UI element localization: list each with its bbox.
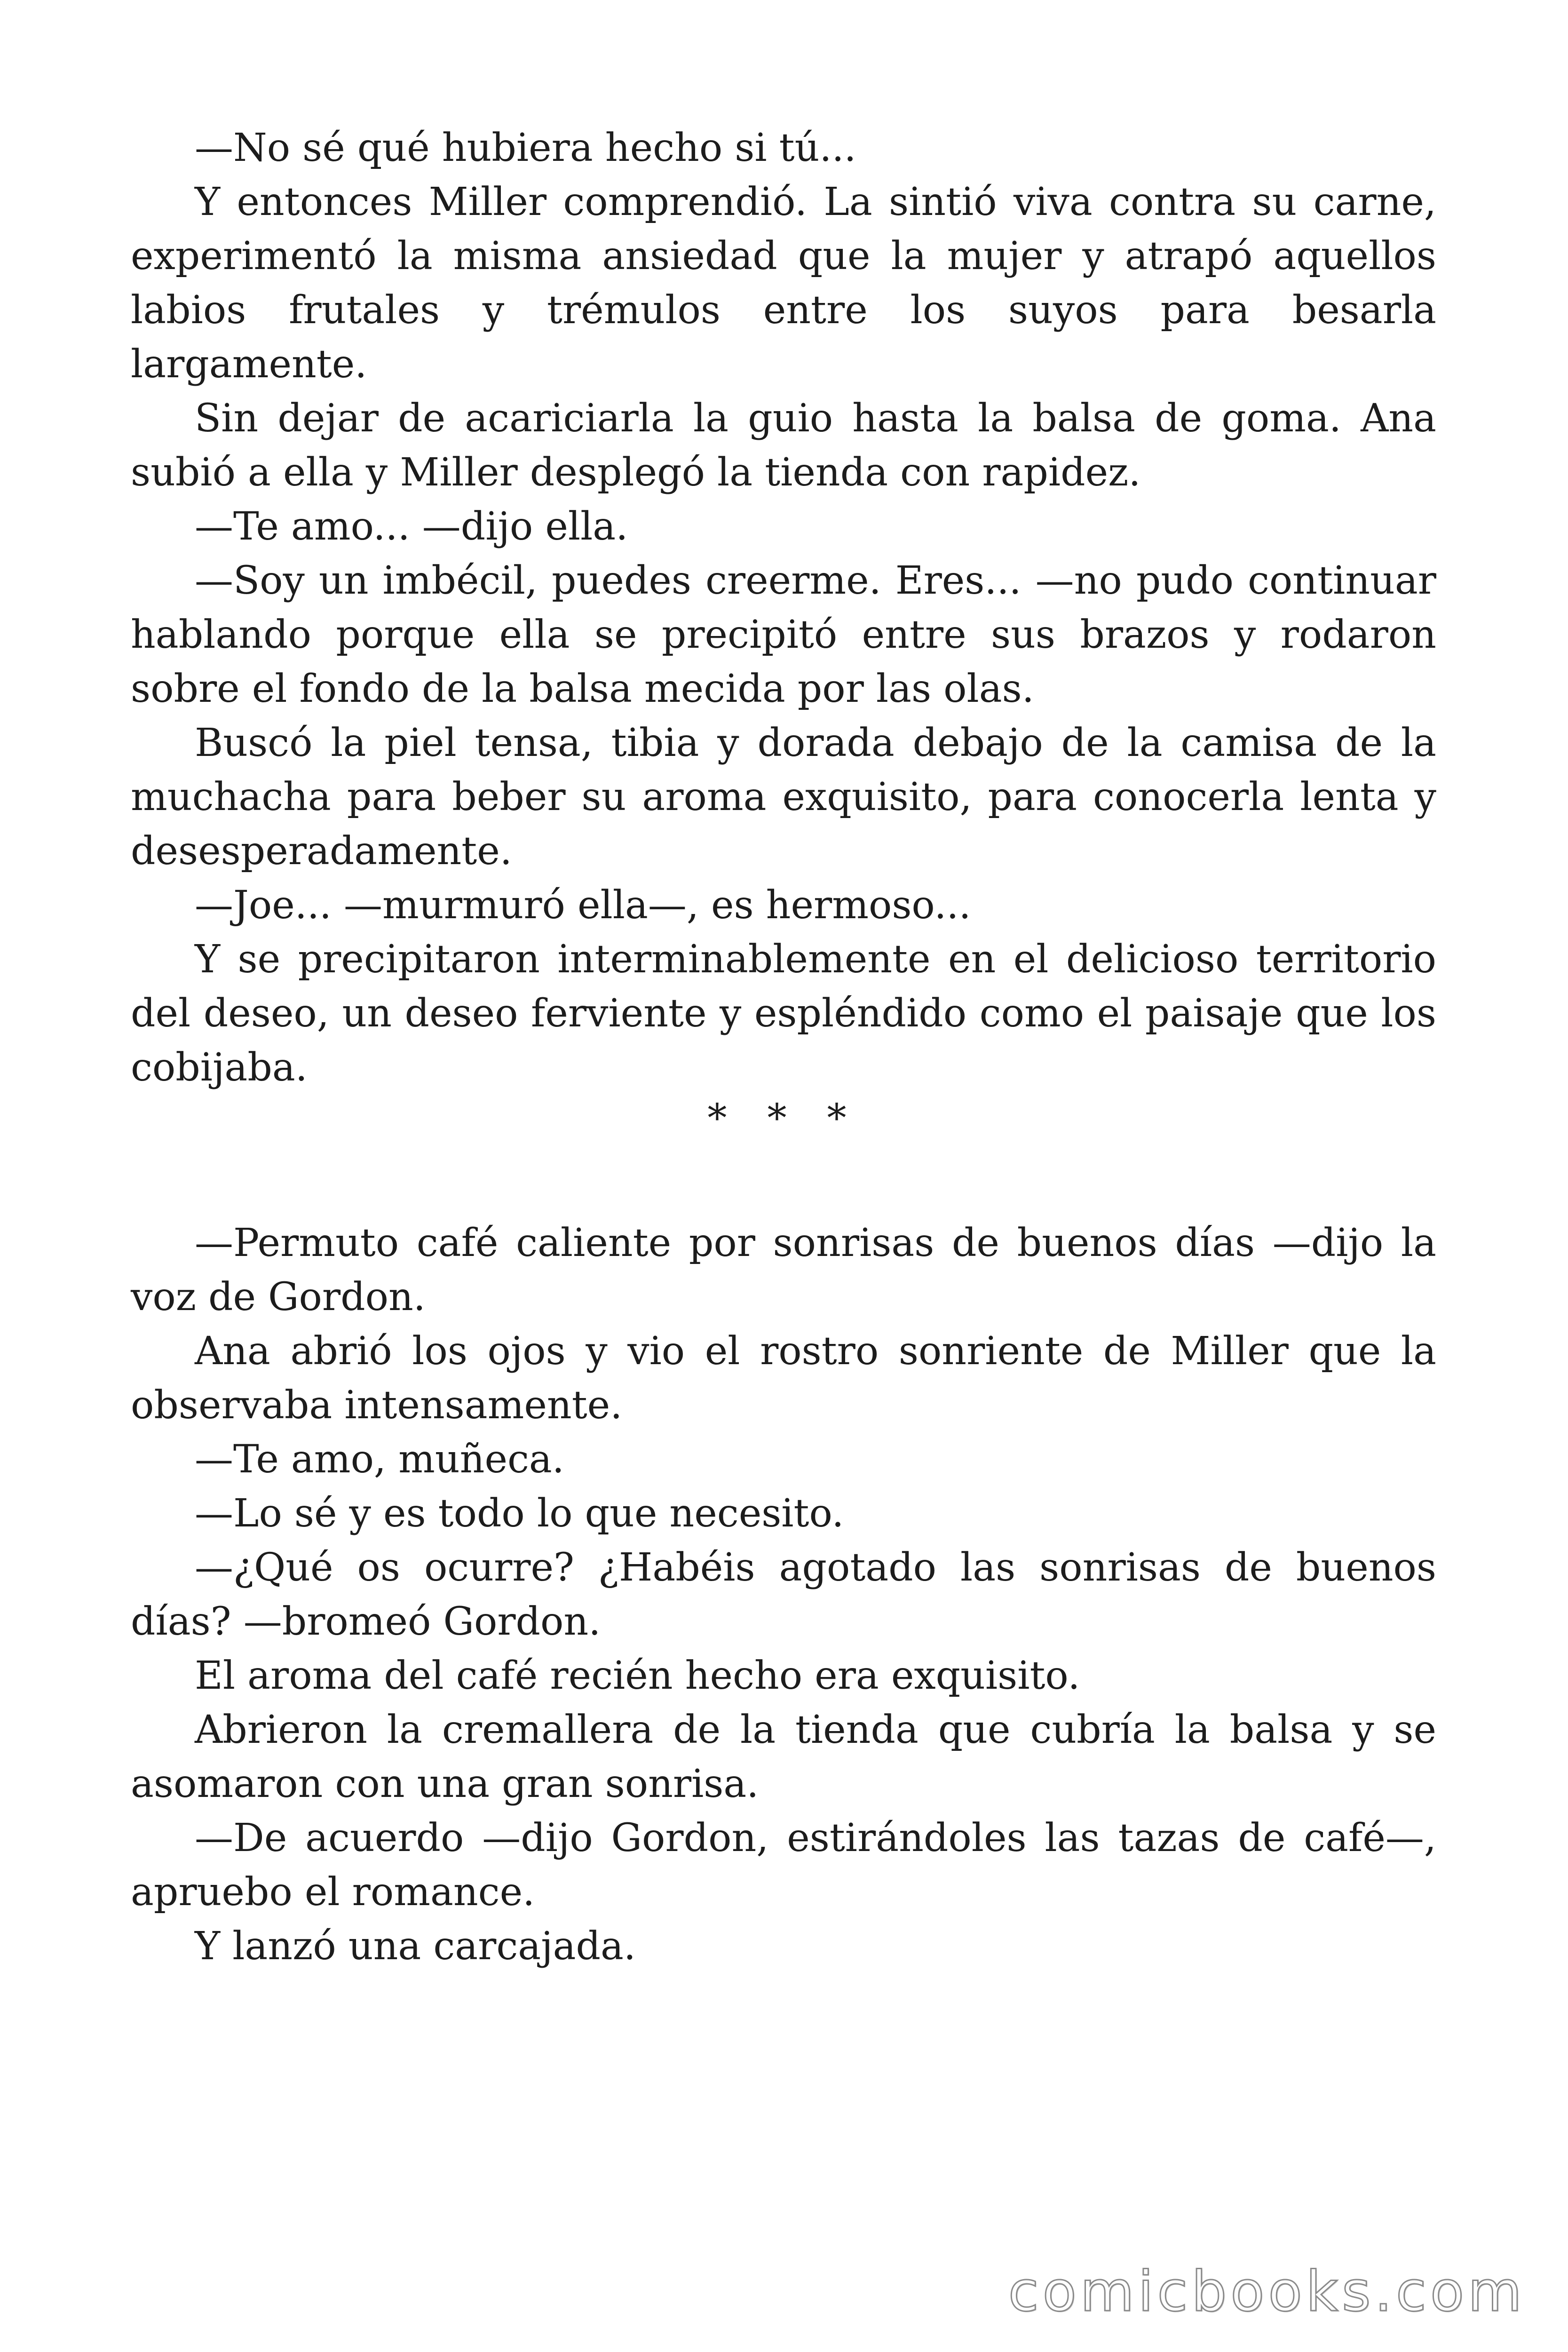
text-block-before-break — [131, 121, 1436, 1095]
paragraph: Ana abrió los ojos y vio el rostro sonriente de Miller que la observaba intensamente. — [131, 1329, 1436, 1428]
paragraph: Abrieron la cremallera de la tienda que cubría la balsa y se asomaron con una gran sonrisa. — [131, 1708, 1436, 1806]
paragraph: —Permuto café caliente por sonrisas de buenos días —dijo la voz de Gordon. — [131, 1221, 1436, 1319]
paragraph: —Lo sé y es todo lo que necesito. — [195, 1491, 844, 1536]
paragraph: —No sé qué hubiera hecho si tú... — [195, 126, 856, 170]
paragraph: Buscó la piel tensa, tibia y dorada debajo de la camisa de la muchacha para beber su aroma exquisito, para conocerla lenta y desesperadamente. — [131, 721, 1436, 874]
paragraph: —Joe... —murmuró ella—, es hermoso... — [195, 883, 971, 928]
paragraph: —¿Qué os ocurre? ¿Habéis agotado las sonrisas de buenos días? —bromeó Gordon. — [131, 1545, 1436, 1644]
paragraph: Y entonces Miller comprendió. La sintió viva contra su carne, experimentó la misma ansiedad que la mujer y atrapó aquellos labios frutales y trémulos entre los suyos para besarla largamente. — [131, 180, 1436, 387]
section-break: * * * — [707, 1096, 861, 1141]
paragraph: Sin dejar de acariciarla la guio hasta la balsa de goma. Ana subió a ella y Miller desplegó la tienda con rapidez. — [131, 396, 1436, 495]
paragraph: El aroma del café recién hecho era exquisito. — [195, 1653, 1080, 1698]
paragraph: Y se precipitaron interminablemente en el delicioso territorio del deseo, un deseo ferviente y espléndido como el paisaje que los cobijaba. — [131, 937, 1436, 1090]
watermark: comicbooks.com — [1008, 2259, 1526, 2324]
text-block-after-break — [131, 1216, 1436, 1973]
paragraph: —De acuerdo —dijo Gordon, estirándoles las tazas de café—, apruebo el romance. — [131, 1816, 1436, 1915]
paragraph: —Te amo... —dijo ella. — [195, 504, 628, 549]
paragraph: —Te amo, muñeca. — [195, 1437, 564, 1482]
paragraph: —Soy un imbécil, puedes creerme. Eres... —no pudo continuar hablando porque ella se precipitó entre sus brazos y rodaron sobre el fondo de la balsa mecida por las olas. — [131, 558, 1436, 711]
paragraph: Y lanzó una carcajada. — [195, 1924, 636, 1969]
